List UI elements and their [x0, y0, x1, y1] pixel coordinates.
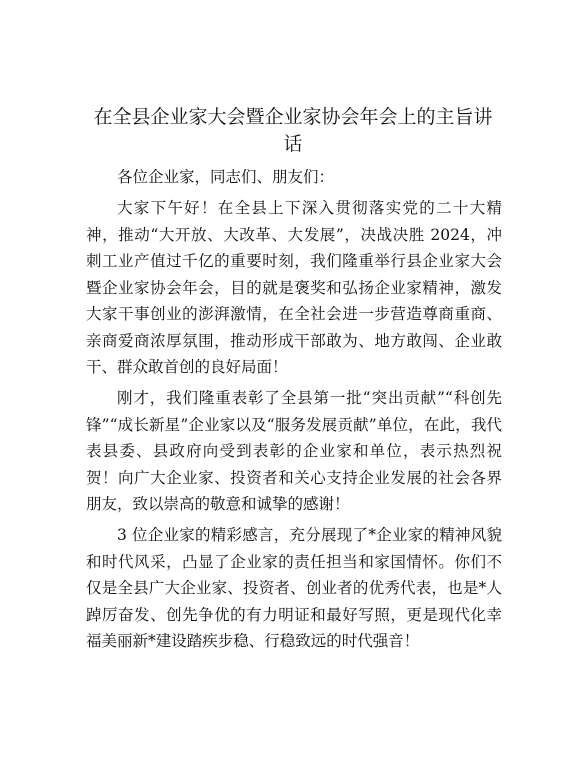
document-body: [86, 164, 502, 655]
document-title: 在全县企业家大会暨企业家协会年会上的主旨讲话: [93, 106, 493, 155]
salutation-paragraph: 各位企业家，同志们、朋友们：: [117, 168, 335, 186]
body-paragraph: 3 位企业家的精彩感言，充分展现了*企业家的精神风貌和时代风采，凸显了企业家的责任担当和家国情怀。你们不仅是全县广大企业家、投资者、创业者的优秀代表，也是*人踔厉奋发、创先争优的有力明证和最好写照，更是现代化幸福美丽新*建设踏疾步稳、行稳致远的时代强音！: [86, 526, 502, 650]
body-paragraph: 刚才，我们隆重表彰了全县第一批“突出贡献”“科创先锋”“成长新星”企业家以及“服务发展贡献”单位，在此，我代表县委、县政府向受到表彰的企业家和单位，表示热烈祝贺！向广大企业家、投资者和关心支持企业发展的社会各界朋友，致以崇高的敬意和诚挚的感谢！: [86, 389, 502, 513]
body-paragraph: 大家下午好！在全县上下深入贯彻落实党的二十大精神，推动“大开放、大改革、大发展”，决战决胜 2024，冲刺工业产值过千亿的重要时刻，我们隆重举行县企业家大会暨企业家协会年会，目的就是褒奖和弘扬企业家精神，激发大家干事创业的澎湃激情，在全社会进一步营造尊商重商、亲商爱商浓厚氛围，推动形成干部敢为、地方敢闯、企业敢干、群众敢首创的良好局面！: [86, 199, 502, 376]
